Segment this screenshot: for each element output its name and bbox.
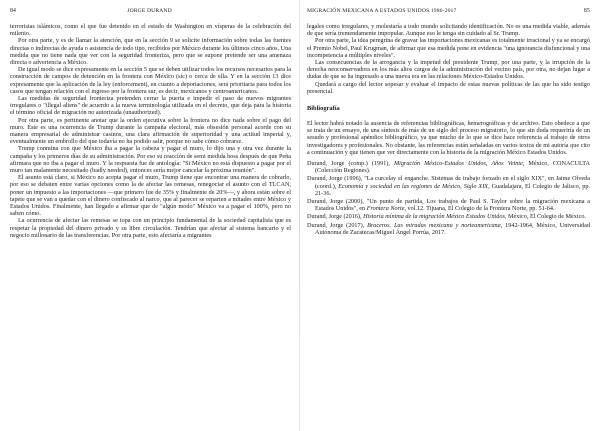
paragraph: Por otra parte, la idea peregrina de gravar las importaciones mexicanas es totalmente irracional y ya se encargó el Premio Nobel, Paul Krugman, de afirmar que esa medida pone en evidencia "una ignorancia disfuncional y una incompetencia a múltiples niveles". <box>307 37 590 59</box>
paragraph: El asunto está claro, si México no acepta pagar el muro, Trump tiene que encontrar una manera de cobrarlo, por eso se debaten entre varias opciones como la de afectar las remesas, renegociar el asunto con el TLCAN, poner un impuesto a las importaciones —que primero fue de 35% y finalmente de 20%—, y ahora están sobre el tapete que se van a quedar con el dinero confiscado al narco, que al parecer se reparten a mitades entre México y Estados Unidos. Finalmente, han llegado a afirmar que de "algún modo" México va a pagar el 100%, pero no saben cómo. <box>10 174 291 218</box>
reference-title: Migración México-Estados Unidos, Años Veinte <box>393 160 523 168</box>
paragraph: Por otra parte, es pertinente anotar que la orden ejecutiva sobre la frontera no dice nada sobre el pago del muro. Éste es una ocurrencia de Trump durante la campaña electoral, más obsesión personal acorde con su manera empresarial de administrar casinos, una clara afirmación de superioridad y una actitud imperial y, eventualmente un embrollo del que todavía no ha podido salir, porque no sabe cómo cobrarse. <box>10 116 291 146</box>
reference-title: Economía y sociedad en las regiones de México, Siglo XIX <box>338 182 489 190</box>
paragraph: Las medidas de seguridad fronteriza pretenden cerrar la puerta e impedir el paso de nuevos migrantes irregulares o "illegal aliens" de acuerdo a la nueva terminología utilizada en el decreto, que deja para la historia el término oficial de migración no autorizada (unauthorized). <box>10 95 291 117</box>
bibliography-heading: Bibliografía <box>307 105 340 113</box>
left-running-title: JORGE DURAND <box>127 8 172 14</box>
left-running-head <box>10 8 291 18</box>
paragraph: Por otra parte, y es de llamar la atención, que en la sección 9 se solicite información sobre todas las fuentes directas o indirectas de ayuda o asistencia de todo tipo, recibidos por México durante los últimos cinco años. Una medida que no tiene nada que ver con la seguridad fronteriza, pero que se supone pretende ser una amenaza directa o advertencia a México. <box>10 37 291 67</box>
bibliography-intro: El lector habrá notado la ausencia de referencias bibliográficas, hemerográficas y de archivo. Esto obedece a que se trata de un ensayo, de una síntesis de más de un siglo del proceso migratorio, lo que sin duda requeriría de un sesudo y profesional apéndice bibliográfico, ya que mucho de lo que se dice hace referencia al trabajo de otros investigadores y profesionales. No obstante, las referencias están señaladas en varios textos de mi autoría que cito a continuación y que tienen que ver directamente con la historia de la migración México Estados Unidos. <box>307 120 590 156</box>
reference-item: Durand, Jorge (1996), "La curcelay el enganche. Sistemas de trabajo forzado en el siglo XIX", en Jaime Olveda (coord.), Economía y sociedad en las regiones de México, Siglo XIX, Guadalajara, El Colegio de Jalisco, pp. 21-36. <box>307 175 590 197</box>
paragraph: legales como irregulares, y molestaría a todo mundo solicitando identificación. No es una medida viable, además de que sería tremendamente impopular. Aunque eso le tenga sin cuidado al Sr. Trump. <box>307 23 590 38</box>
right-running-head <box>307 8 590 18</box>
paragraph: Quedará a cargo del lector sopesar y evaluar el impacto de estas nuevas políticas de las que ha sido testigo presencial. <box>307 80 590 95</box>
reference-list <box>307 160 590 236</box>
right-page-number: 85 <box>583 8 590 14</box>
reference-item: Durand, Jorge (2017), Braceros. Las miradas mexicana y norteamericana, 1942-1964, México, Universidad Autónoma de Zacatecas/Miguel Ángel Porrúa, 2017. <box>307 221 590 236</box>
reference-item: Durand, Jorge (comp.) (1991), Migración México-Estados Unidos, Años Veinte, México, CONACULTA (Colección Regiones). <box>307 160 590 175</box>
reference-item: Durand, Jorge (2000), "Un punto de partida, Los trabajos de Paul S. Taylor sobre la migración mexicana a Estados Unidos", en Frontera Norte, vol.12. Tijuana, El Colegio de la Frontera Norte, pp. 51-64. <box>307 198 590 213</box>
paragraph: La ocurrencia de afectar las remesas se topa con un principio fundamental de la sociedad capitalista que es respetar la propiedad del dinero privado y su libre circulación. Tendrían que afectar al sistema bancario y el negocio millonario de las transferencias. Por otra parte, esto afectaría a migrantes <box>10 217 291 239</box>
reference-title: Historia mínima de la migración México Estados Unidos <box>363 213 505 221</box>
reference-title: Frontera Norte <box>366 205 405 213</box>
paragraph: Las consecuencias de la arrogancia y la impetud del presidente Trump, por una parte, y la irrupción de la derecha neoconservadora en los más altos cargos de la administración del vecino país, por otra, no dejan lugar a dudas de que se ha ingresado a una nueva era en las relaciones México-Estados Unidos. <box>307 59 590 81</box>
paragraph: terroristas islámicos, como el que fue detenido en el estado de Washington en vísperas de la celebración del milenio. <box>10 23 291 38</box>
left-body-text <box>10 23 291 239</box>
right-body-text <box>307 23 590 236</box>
paragraph: De igual modo se dice expresamente en la sección 5 que se deben utilizar todos los recursos necesarios para la construcción de campos de detención en la frontera con México (sic) o cerca de ella. Y en la sección 13 dice expresamente que la aplicación de la ley (enforcement), en cuanto a deportaciones, será prioritaria para todos los casos que tengan relación con el ingreso por la frontera sur, es decir, mexicanos y centroamericanos. <box>10 66 292 95</box>
reference-title: Braceros. Las miradas mexicana y norteamericana <box>367 221 501 229</box>
reference-item: Durand, Jorge (2016), Historia mínima de la migración México Estados Unidos, México, El Colegio de México. <box>307 213 586 221</box>
paragraph: Trump conmina con que México iba a pagar la cabeza y pagar el muro, lo dijo una y otra vez durante la campaña y los primeros días de su administración. Por eso su reacción de semi medida hoss después de que Peña afirmara que no iba a pagar el muro. Y la respuesta fue de antología: "Si México no está dispuesto a pagar por el muro tan malamente necesitado (badly needed), entonces sería mejor cancelar la próxima reunión". <box>10 145 291 175</box>
left-page-number: 84 <box>10 8 17 14</box>
right-running-title: MIGRACIÓN MEXICANA A ESTADOS UNIDOS 1986-2017 <box>307 8 457 14</box>
right-page <box>300 0 600 431</box>
